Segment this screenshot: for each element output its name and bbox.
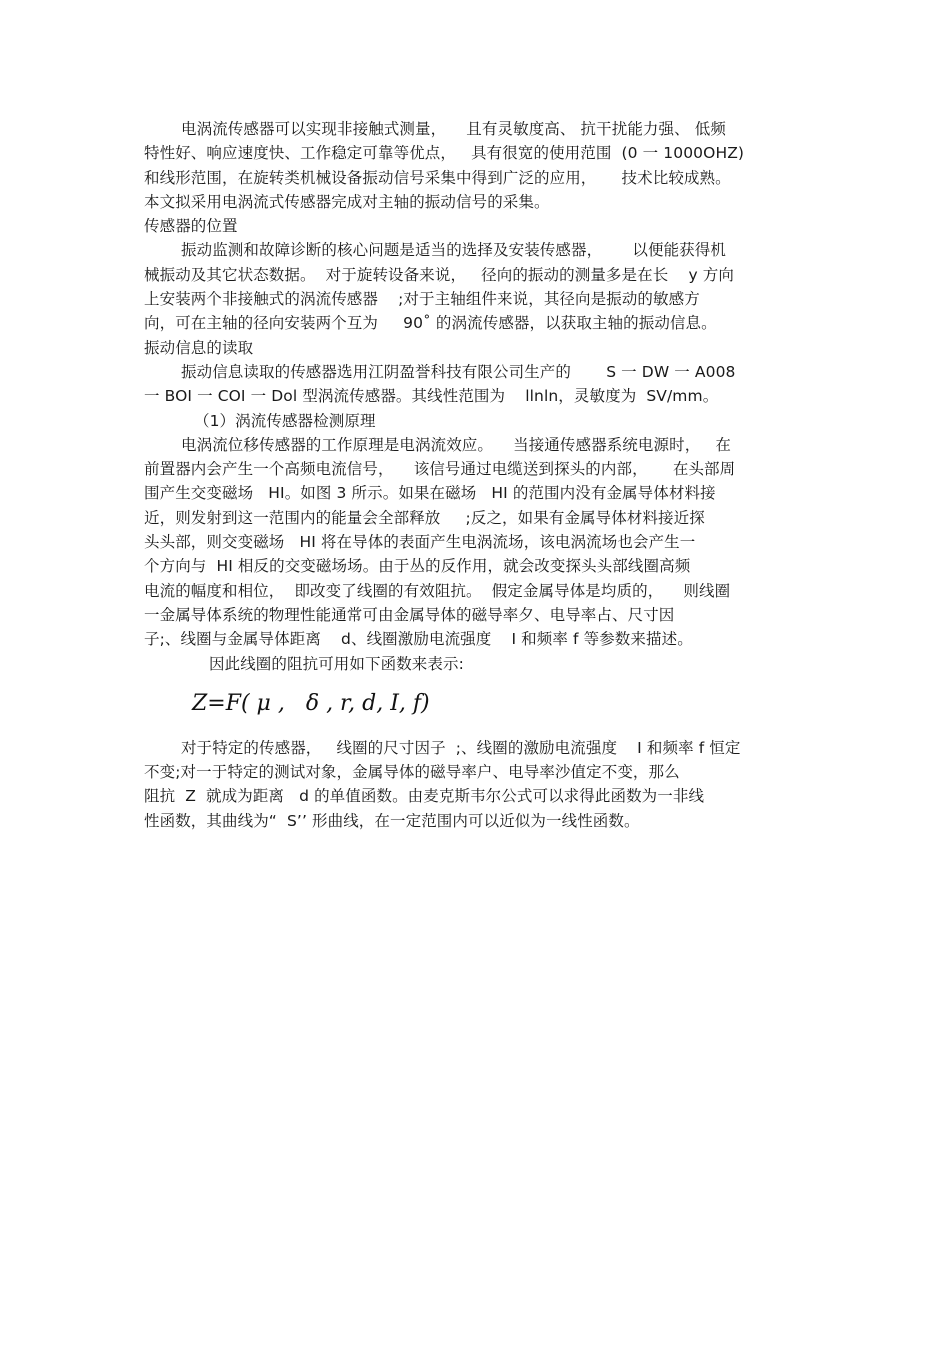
paragraph-intro <box>144 117 810 214</box>
text-line: 上安装两个非接触式的涡流传感器 ;对于主轴组件来说，其径向是振动的敏感方 <box>144 290 700 309</box>
text-line: 一 BOI 一 COI 一 Dol 型涡流传感器。其线性范围为 llnln，灵敏度为 SV/mm。 <box>144 387 719 406</box>
text-line: 电涡流传感器可以实现非接触式测量， 且有灵敏度高、 抗干扰能力强、 低频 <box>181 120 726 138</box>
text-line: 头头部，则交变磁场 HI 将在导体的表面产生电涡流场，该电涡流场也会产生一 <box>144 533 696 552</box>
text-line: 电涡流位移传感器的工作原理是电涡流效应。 当接通传感器系统电源时， 在 <box>181 435 731 454</box>
paragraph-conclusion <box>144 736 810 833</box>
paragraph-vibration-read <box>144 360 810 409</box>
text-line: 振动监测和故障诊断的核心问题是适当的选择及安装传感器， 以便能获得机 <box>181 241 726 260</box>
text-line: 特性好、响应速度快、工作稳定可靠等优点， 具有很宽的使用范围 (0 一 1000OHZ) <box>144 144 745 163</box>
document-body <box>144 117 810 833</box>
section-heading-vibration-read: 振动信息的读取 <box>144 338 254 357</box>
text-line: 性函数，其曲线为“ S’’ 形曲线，在一定范围内可以近似为一线性函数。 <box>144 811 640 830</box>
subheading-principle: （1）涡流传感器检测原理 <box>194 411 376 430</box>
text-line: 围产生交变磁场 HI。如图 3 所示。如果在磁场 HI 的范围内没有金属导体材料接 <box>144 484 716 503</box>
text-line: 和线形范围，在旋转类机械设备振动信号采集中得到广泛的应用， 技术比较成熟。 <box>144 168 731 187</box>
text-line: 个方向与 HI 相反的交变磁场场。由于丛的反作用，就会改变探头头部线圈高频 <box>144 557 691 576</box>
formula-intro: 因此线圈的阻抗可用如下函数来表示: <box>209 654 464 673</box>
text-line: 子;、线圈与金属导体距离 d、线圈激励电流强度 I 和频率 f 等参数来描述。 <box>144 630 693 649</box>
text-line: 不变;对一于特定的测试对象，金属导体的磁导率户、电导率沙值定不变，那么 <box>144 763 680 782</box>
text-line: 阻抗 Z 就成为距离 d 的单值函数。由麦克斯韦尔公式可以求得此函数为一非线 <box>144 787 705 806</box>
section-heading-sensor-position: 传感器的位置 <box>144 217 238 236</box>
text-line: 前置器内会产生一个高频电流信号， 该信号通过电缆送到探头的内部， 在头部周 <box>144 460 736 479</box>
text-line: 械振动及其它状态数据。 对于旋转设备来说， 径向的振动的测量多是在长 y 方向 <box>144 265 734 284</box>
paragraph-principle <box>144 433 810 652</box>
text-line: 对于特定的传感器， 线圈的尺寸因子 ;、线圈的激励电流强度 I 和频率 f 恒定 <box>181 738 741 757</box>
text-line: 本文拟采用电涡流式传感器完成对主轴的振动信号的采集。 <box>144 192 550 211</box>
text-line: 近，则发射到这一范围内的能量会全部释放 ;反之，如果有金属导体材料接近探 <box>144 508 705 527</box>
text-line: 电流的幅度和相位， 即改变了线圈的有效阻抗。 假定金属导体是均质的， 则线圈 <box>144 581 731 600</box>
paragraph-sensor-position <box>144 238 810 335</box>
text-line: 一金属导体系统的物理性能通常可由金属导体的磁导率夕、电导率占、尺寸因 <box>144 605 675 624</box>
text-line: 振动信息读取的传感器选用江阴盈誉科技有限公司生产的 S 一 DW 一 A008 <box>181 362 736 381</box>
text-line: 向，可在主轴的径向安装两个互为 90˚ 的涡流传感器，以获取主轴的振动信息。 <box>144 314 717 333</box>
impedance-formula: Z=F( μ , δ , r, d, I, f) <box>192 690 430 716</box>
